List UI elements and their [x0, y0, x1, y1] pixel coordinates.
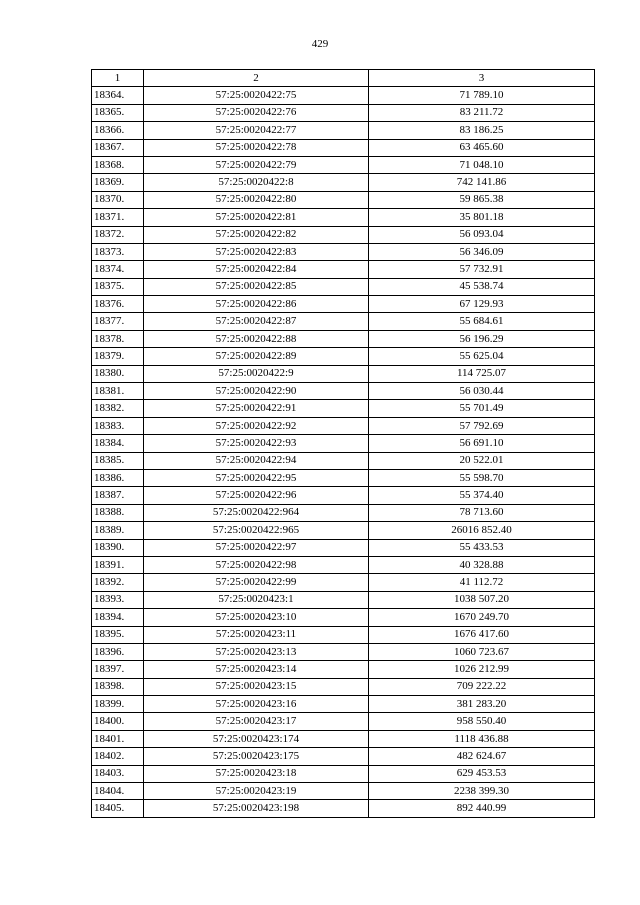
cadastral-number-cell: 57:25:0020422:82 [144, 226, 369, 243]
row-number-cell: 18377. [92, 313, 144, 330]
cadastral-number-cell: 57:25:0020422:76 [144, 104, 369, 121]
row-number-cell: 18392. [92, 574, 144, 591]
table-row [92, 678, 595, 695]
cadastral-value-cell: 63 465.60 [369, 139, 595, 156]
cadastral-number-cell: 57:25:0020422:94 [144, 452, 369, 469]
row-number-cell: 18380. [92, 365, 144, 382]
cadastral-value-cell: 59 865.38 [369, 191, 595, 208]
row-number-cell: 18375. [92, 278, 144, 295]
table-row [92, 661, 595, 678]
cadastral-number-cell: 57:25:0020422:75 [144, 87, 369, 104]
table-row [92, 313, 595, 330]
cadastral-number-cell: 57:25:0020422:80 [144, 191, 369, 208]
table-row [92, 435, 595, 452]
cadastral-value-cell: 57 792.69 [369, 417, 595, 434]
table-row [92, 783, 595, 800]
cadastral-number-cell: 57:25:0020422:83 [144, 243, 369, 260]
cadastral-number-cell: 57:25:0020422:95 [144, 469, 369, 486]
cadastral-value-cell: 56 346.09 [369, 243, 595, 260]
row-number-cell: 18389. [92, 522, 144, 539]
table-row [92, 226, 595, 243]
row-number-cell: 18390. [92, 539, 144, 556]
table-row [92, 626, 595, 643]
cadastral-number-cell: 57:25:0020423:175 [144, 748, 369, 765]
table-row [92, 469, 595, 486]
cadastral-value-cell: 958 550.40 [369, 713, 595, 730]
table-row [92, 365, 595, 382]
table-body [92, 87, 595, 817]
cadastral-number-cell: 57:25:0020423:18 [144, 765, 369, 782]
row-number-cell: 18374. [92, 261, 144, 278]
cadastral-value-cell: 35 801.18 [369, 209, 595, 226]
cadastral-value-cell: 1676 417.60 [369, 626, 595, 643]
table-row [92, 696, 595, 713]
cadastral-value-cell: 55 374.40 [369, 487, 595, 504]
table-row [92, 556, 595, 573]
cadastral-number-cell: 57:25:0020423:16 [144, 696, 369, 713]
cadastral-number-cell: 57:25:0020423:19 [144, 783, 369, 800]
row-number-cell: 18382. [92, 400, 144, 417]
table-row [92, 417, 595, 434]
table-row [92, 487, 595, 504]
row-number-cell: 18369. [92, 174, 144, 191]
cadastral-number-cell: 57:25:0020422:92 [144, 417, 369, 434]
table-row [92, 609, 595, 626]
cadastral-number-cell: 57:25:0020422:964 [144, 504, 369, 521]
row-number-cell: 18373. [92, 243, 144, 260]
cadastral-value-cell: 20 522.01 [369, 452, 595, 469]
cadastral-number-cell: 57:25:0020422:85 [144, 278, 369, 295]
table-row [92, 330, 595, 347]
page-number: 429 [311, 38, 329, 50]
table-row [92, 122, 595, 139]
cadastral-value-cell: 55 684.61 [369, 313, 595, 330]
cadastral-value-cell: 78 713.60 [369, 504, 595, 521]
cadastral-value-cell: 892 440.99 [369, 800, 595, 817]
row-number-cell: 18405. [92, 800, 144, 817]
table-row [92, 261, 595, 278]
row-number-cell: 18401. [92, 730, 144, 747]
row-number-cell: 18366. [92, 122, 144, 139]
cadastral-value-cell: 56 196.29 [369, 330, 595, 347]
table-header-row [92, 70, 595, 87]
cadastral-value-cell: 1026 212.99 [369, 661, 595, 678]
table-row [92, 383, 595, 400]
row-number-cell: 18371. [92, 209, 144, 226]
row-number-cell: 18385. [92, 452, 144, 469]
cadastral-value-cell: 71 789.10 [369, 87, 595, 104]
cadastral-number-cell: 57:25:0020423:17 [144, 713, 369, 730]
cadastral-value-cell: 1060 723.67 [369, 643, 595, 660]
table-row [92, 400, 595, 417]
cadastral-number-cell: 57:25:0020422:81 [144, 209, 369, 226]
cadastral-value-cell: 55 701.49 [369, 400, 595, 417]
cadastral-number-cell: 57:25:0020423:11 [144, 626, 369, 643]
table-row [92, 643, 595, 660]
row-number-cell: 18404. [92, 783, 144, 800]
row-number-cell: 18399. [92, 696, 144, 713]
cadastral-number-cell: 57:25:0020422:99 [144, 574, 369, 591]
table-row [92, 156, 595, 173]
table-row [92, 748, 595, 765]
cadastral-number-cell: 57:25:0020423:15 [144, 678, 369, 695]
cadastral-value-cell: 83 186.25 [369, 122, 595, 139]
row-number-cell: 18378. [92, 330, 144, 347]
cadastral-value-cell: 1670 249.70 [369, 609, 595, 626]
row-number-cell: 18379. [92, 348, 144, 365]
cadastral-number-cell: 57:25:0020423:10 [144, 609, 369, 626]
column-header-1: 1 [92, 70, 144, 87]
row-number-cell: 18364. [92, 87, 144, 104]
cadastral-number-cell: 57:25:0020422:79 [144, 156, 369, 173]
table-row [92, 504, 595, 521]
row-number-cell: 18386. [92, 469, 144, 486]
cadastral-number-cell: 57:25:0020422:93 [144, 435, 369, 452]
table-row [92, 452, 595, 469]
row-number-cell: 18397. [92, 661, 144, 678]
cadastral-value-cell: 56 691.10 [369, 435, 595, 452]
cadastral-value-cell: 56 030.44 [369, 383, 595, 400]
table-row [92, 348, 595, 365]
cadastral-value-cell: 56 093.04 [369, 226, 595, 243]
cadastral-value-cell: 381 283.20 [369, 696, 595, 713]
cadastral-value-cell: 1118 436.88 [369, 730, 595, 747]
cadastral-number-cell: 57:25:0020423:198 [144, 800, 369, 817]
cadastral-value-cell: 45 538.74 [369, 278, 595, 295]
row-number-cell: 18403. [92, 765, 144, 782]
cadastral-value-cell: 83 211.72 [369, 104, 595, 121]
row-number-cell: 18395. [92, 626, 144, 643]
row-number-cell: 18388. [92, 504, 144, 521]
table-row [92, 278, 595, 295]
cadastral-number-cell: 57:25:0020422:77 [144, 122, 369, 139]
row-number-cell: 18383. [92, 417, 144, 434]
cadastral-number-cell: 57:25:0020422:9 [144, 365, 369, 382]
table-row [92, 87, 595, 104]
cadastral-value-cell: 742 141.86 [369, 174, 595, 191]
table-row [92, 591, 595, 608]
row-number-cell: 18384. [92, 435, 144, 452]
cadastral-value-cell: 2238 399.30 [369, 783, 595, 800]
row-number-cell: 18381. [92, 383, 144, 400]
row-number-cell: 18367. [92, 139, 144, 156]
cadastral-value-cell: 40 328.88 [369, 556, 595, 573]
table-row [92, 243, 595, 260]
cadastral-number-cell: 57:25:0020422:88 [144, 330, 369, 347]
table-row [92, 104, 595, 121]
row-number-cell: 18391. [92, 556, 144, 573]
table-row [92, 191, 595, 208]
table-row [92, 574, 595, 591]
column-header-2: 2 [144, 70, 369, 87]
table-row [92, 174, 595, 191]
row-number-cell: 18393. [92, 591, 144, 608]
row-number-cell: 18370. [92, 191, 144, 208]
cadastral-value-cell: 57 732.91 [369, 261, 595, 278]
cadastral-value-cell: 55 598.70 [369, 469, 595, 486]
table-row [92, 765, 595, 782]
cadastral-value-cell: 114 725.07 [369, 365, 595, 382]
cadastral-value-cell: 26016 852.40 [369, 522, 595, 539]
cadastral-number-cell: 57:25:0020422:86 [144, 296, 369, 313]
row-number-cell: 18398. [92, 678, 144, 695]
cadastral-number-cell: 57:25:0020423:13 [144, 643, 369, 660]
cadastral-number-cell: 57:25:0020423:174 [144, 730, 369, 747]
row-number-cell: 18394. [92, 609, 144, 626]
cadastral-number-cell: 57:25:0020422:965 [144, 522, 369, 539]
row-number-cell: 18372. [92, 226, 144, 243]
table-row [92, 730, 595, 747]
table-row [92, 522, 595, 539]
cadastral-number-cell: 57:25:0020422:97 [144, 539, 369, 556]
cadastral-number-cell: 57:25:0020422:78 [144, 139, 369, 156]
cadastral-value-cell: 482 624.67 [369, 748, 595, 765]
cadastral-number-cell: 57:25:0020422:98 [144, 556, 369, 573]
table-row [92, 800, 595, 817]
cadastral-value-cell: 67 129.93 [369, 296, 595, 313]
table-row [92, 296, 595, 313]
cadastral-value-cell: 709 222.22 [369, 678, 595, 695]
table-row [92, 209, 595, 226]
cadastral-number-cell: 57:25:0020422:84 [144, 261, 369, 278]
cadastral-value-cell: 41 112.72 [369, 574, 595, 591]
column-header-3: 3 [369, 70, 595, 87]
cadastral-number-cell: 57:25:0020422:8 [144, 174, 369, 191]
table-row [92, 713, 595, 730]
row-number-cell: 18368. [92, 156, 144, 173]
cadastral-number-cell: 57:25:0020422:91 [144, 400, 369, 417]
cadastral-number-cell: 57:25:0020422:96 [144, 487, 369, 504]
table-row [92, 539, 595, 556]
cadastral-number-cell: 57:25:0020422:90 [144, 383, 369, 400]
row-number-cell: 18365. [92, 104, 144, 121]
cadastral-value-cell: 629 453.53 [369, 765, 595, 782]
cadastral-number-cell: 57:25:0020423:14 [144, 661, 369, 678]
cadastral-value-cell: 1038 507.20 [369, 591, 595, 608]
row-number-cell: 18402. [92, 748, 144, 765]
cadastral-value-table [91, 69, 595, 818]
table-row [92, 139, 595, 156]
cadastral-value-cell: 55 433.53 [369, 539, 595, 556]
row-number-cell: 18387. [92, 487, 144, 504]
cadastral-value-cell: 71 048.10 [369, 156, 595, 173]
row-number-cell: 18376. [92, 296, 144, 313]
cadastral-number-cell: 57:25:0020422:87 [144, 313, 369, 330]
cadastral-value-cell: 55 625.04 [369, 348, 595, 365]
row-number-cell: 18396. [92, 643, 144, 660]
cadastral-number-cell: 57:25:0020423:1 [144, 591, 369, 608]
row-number-cell: 18400. [92, 713, 144, 730]
cadastral-number-cell: 57:25:0020422:89 [144, 348, 369, 365]
